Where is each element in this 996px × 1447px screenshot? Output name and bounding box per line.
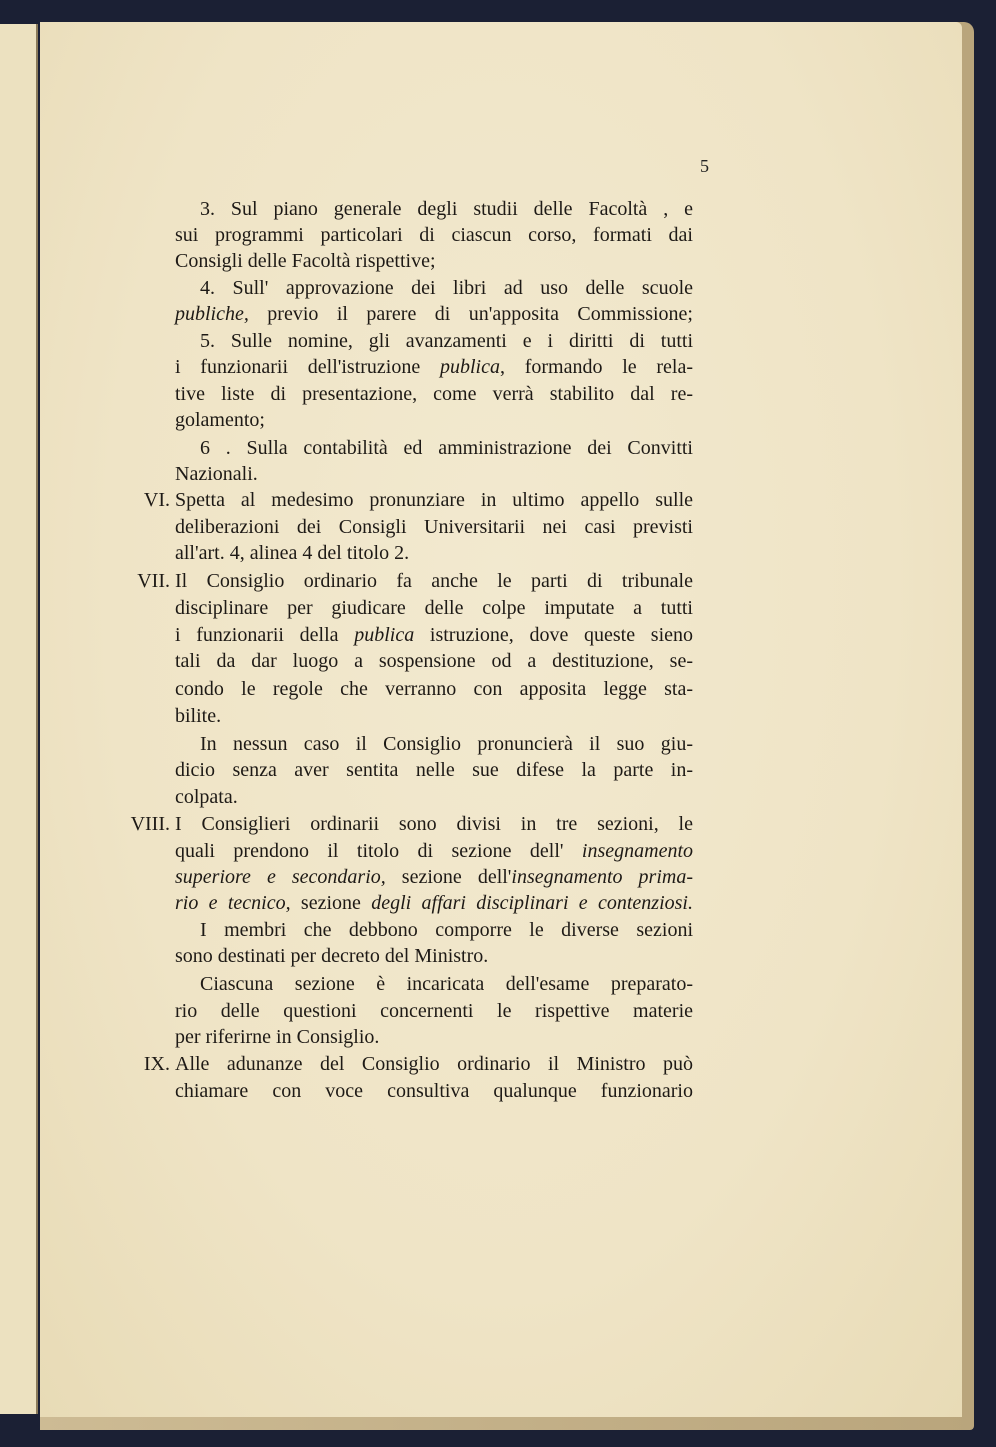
text-line — [200, 328, 693, 354]
text-line — [175, 757, 693, 783]
text-run: sezione — [290, 892, 372, 914]
text-run: dicio senza aver sentita nelle sue difese la parte in- — [175, 759, 693, 781]
text-line — [175, 461, 693, 487]
text-line — [175, 703, 693, 729]
text-run: 5. Sulle nomine, gli avanzamenti e i diritti di tutti — [200, 330, 693, 352]
text-line — [175, 540, 693, 566]
text-line — [200, 731, 693, 757]
text-line — [175, 811, 693, 837]
text-line — [175, 943, 693, 969]
text-line — [175, 568, 693, 594]
text-line — [175, 1051, 693, 1077]
text-run: istruzione, dove queste sieno — [414, 624, 693, 646]
text-line — [175, 222, 693, 248]
text-line — [175, 1078, 693, 1104]
text-run: golamento; — [175, 409, 265, 431]
text-line — [175, 838, 693, 864]
text-run: Spetta al medesimo pronunziare in ultimo appello sulle — [175, 489, 693, 511]
text-line — [175, 595, 693, 621]
facing-page-edge — [0, 24, 38, 1414]
text-run: all'art. 4, alinea 4 del titolo 2. — [175, 542, 410, 564]
text-line — [175, 648, 693, 674]
italic-text: publiche, — [175, 303, 249, 325]
text-run: deliberazioni dei Consigli Universitarii nei casi previsti — [175, 516, 693, 538]
italic-text: rio e tecnico, — [175, 892, 291, 914]
text-run: 4. Sull' approvazione dei libri ad uso delle scuole — [200, 277, 693, 299]
text-run: Alle adunanze del Consiglio ordinario il Ministro può — [175, 1053, 693, 1075]
text-run: Ciascuna sezione è incaricata dell'esame preparato- — [200, 973, 693, 995]
text-run: sezione dell' — [385, 866, 512, 888]
text-line — [200, 435, 693, 461]
text-line — [175, 381, 693, 407]
italic-text: publica — [439, 356, 500, 378]
text-line — [175, 407, 693, 433]
text-line — [200, 971, 693, 997]
text-run: disciplinare per giudicare delle colpe imputate a tutti — [175, 597, 693, 619]
text-line — [175, 890, 693, 916]
text-run: per riferirne in Consiglio. — [175, 1026, 380, 1048]
text-line — [175, 864, 693, 890]
text-run: In nessun caso il Consiglio pronuncierà il suo giu- — [200, 733, 693, 755]
text-run: quali prendono il titolo di sezione dell' — [175, 840, 582, 862]
text-line — [175, 248, 693, 274]
italic-text: insegnamento — [581, 840, 693, 862]
text-run: sono destinati per decreto del Ministro. — [175, 945, 489, 967]
text-run: i funzionarii dell'istruzione — [175, 356, 440, 378]
text-line — [175, 354, 693, 380]
text-run: sui programmi particolari di ciascun corso, formati dai — [175, 224, 693, 246]
italic-text: superiore e secondario, — [175, 866, 386, 888]
article-number: IX. — [143, 1053, 170, 1075]
text-run: chiamare con voce consultiva qualunque funzionario — [175, 1080, 693, 1102]
text-run: tive liste di presentazione, come verrà stabilito dal re- — [175, 383, 693, 405]
text-run: 3. Sul piano generale degli studii delle Facoltà , e — [200, 198, 693, 220]
text-line — [200, 917, 693, 943]
text-run: 6 . Sulla contabilità ed amministrazione dei Convitti — [200, 437, 693, 459]
text-run: Nazionali. — [175, 463, 258, 485]
text-run: rio delle questioni concernenti le rispettive materie — [175, 1000, 693, 1022]
text-line — [175, 514, 693, 540]
text-line — [175, 998, 693, 1024]
text-line — [175, 1024, 693, 1050]
italic-text: degli affari disciplinari e contenziosi. — [371, 892, 693, 914]
text-run: , formando le rela- — [499, 356, 693, 378]
text-run: i funzionarii della — [175, 624, 355, 646]
text-line — [200, 196, 693, 222]
italic-text: insegnamento prima- — [511, 866, 693, 888]
text-run: bilite. — [175, 705, 222, 727]
text-line — [175, 622, 693, 648]
text-line — [175, 487, 693, 513]
article-number: VIII. — [130, 813, 170, 835]
text-run: I membri che debbono comporre le diverse sezioni — [200, 919, 693, 941]
italic-text: publica — [354, 624, 415, 646]
article-number: VI. — [143, 489, 170, 511]
text-run: Consigli delle Facoltà rispettive; — [175, 250, 436, 272]
text-run: tali da dar luogo a sospensione od a destituzione, se- — [175, 650, 693, 672]
text-line — [175, 676, 693, 702]
text-line — [200, 275, 693, 301]
text-line — [175, 301, 693, 327]
text-run: Il Consiglio ordinario fa anche le parti di tribunale — [175, 570, 693, 592]
text-line — [175, 784, 693, 810]
text-run: condo le regole che verranno con apposita legge sta- — [175, 678, 693, 700]
text-run: previo il parere di un'apposita Commissione; — [248, 303, 693, 325]
text-run: colpata. — [175, 786, 238, 808]
text-run: I Consiglieri ordinarii sono divisi in tre sezioni, le — [175, 813, 693, 835]
article-number: VII. — [137, 570, 170, 592]
page-number: 5 — [700, 156, 709, 176]
